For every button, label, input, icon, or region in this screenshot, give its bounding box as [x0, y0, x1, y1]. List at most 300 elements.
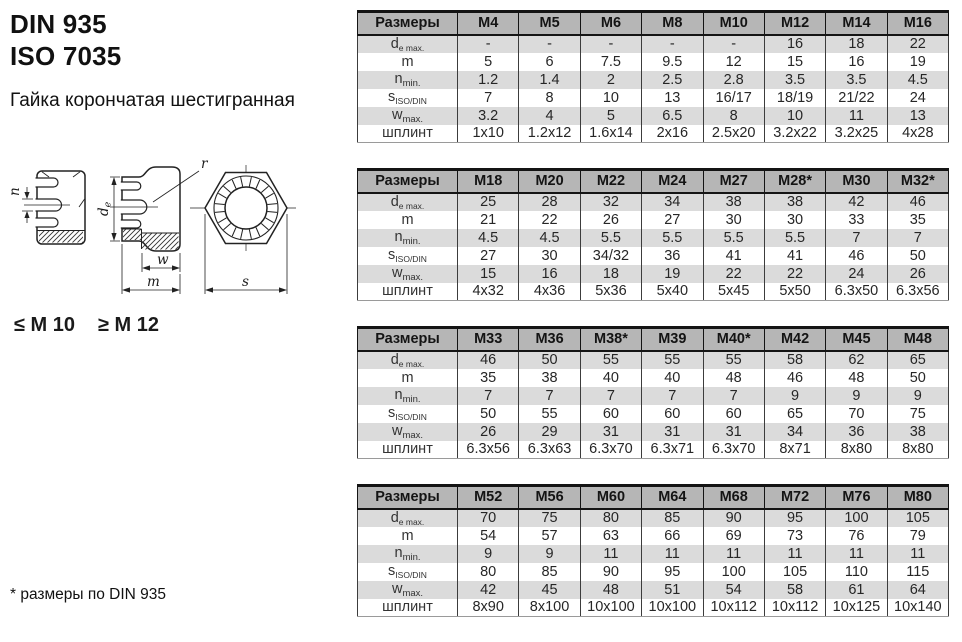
table-cell: 36	[642, 247, 703, 265]
table-cell: 7	[458, 387, 519, 405]
row-label: шплинт	[358, 125, 458, 143]
size-note-large: ≥ M 12	[98, 314, 159, 336]
table-cell: 27	[642, 211, 703, 229]
table-cell: 30	[519, 247, 580, 265]
table-cell: 6.3x56	[458, 441, 519, 459]
dimension-table-4	[357, 484, 949, 617]
table-header-row	[358, 12, 949, 35]
column-header: M45	[826, 328, 887, 351]
table-cell: 50	[887, 247, 948, 265]
column-header: M27	[703, 170, 764, 193]
table-cell: 55	[703, 351, 764, 369]
column-header: M38*	[580, 328, 641, 351]
table-cell: 22	[887, 35, 948, 53]
table-cell: 18	[826, 35, 887, 53]
table-cell: 10x112	[764, 599, 825, 617]
table-cell: 48	[826, 369, 887, 387]
row-header-label: Размеры	[358, 12, 458, 35]
table-cell: 62	[826, 351, 887, 369]
table-cell: 16	[519, 265, 580, 283]
column-header: M30	[826, 170, 887, 193]
table-cell: 66	[642, 527, 703, 545]
table-cell: 26	[887, 265, 948, 283]
table-row	[358, 545, 949, 563]
row-header-label: Размеры	[358, 486, 458, 509]
column-header: M68	[703, 486, 764, 509]
table-cell: 5	[458, 53, 519, 71]
table-row	[358, 387, 949, 405]
table-cell: 48	[703, 369, 764, 387]
dimension-table-2	[357, 168, 949, 301]
row-label: $d_{e max.}$	[358, 35, 458, 53]
table-cell: 10x100	[580, 599, 641, 617]
table-cell: 110	[826, 563, 887, 581]
dim-label-w: w	[157, 252, 169, 268]
table-cell: 29	[519, 423, 580, 441]
table-cell: 22	[519, 211, 580, 229]
table-cell: 3.5	[826, 71, 887, 89]
table-cell: 16/17	[703, 89, 764, 107]
table-cell: 38	[519, 369, 580, 387]
table-cell: 22	[764, 265, 825, 283]
table-cell: 16	[764, 35, 825, 53]
table-cell: 11	[703, 545, 764, 563]
column-header: M56	[519, 486, 580, 509]
table-cell: 33	[826, 211, 887, 229]
table-cell: 10x125	[826, 599, 887, 617]
table-cell: 46	[764, 369, 825, 387]
table-cell: 54	[458, 527, 519, 545]
table-cell: 8	[703, 107, 764, 125]
table-cell: 65	[887, 351, 948, 369]
table-cell: 58	[764, 351, 825, 369]
table-cell: 8x80	[826, 441, 887, 459]
table-cell: 9.5	[642, 53, 703, 71]
table-cell: 90	[703, 509, 764, 527]
table-cell: 9	[764, 387, 825, 405]
table-row	[358, 247, 949, 265]
table-cell: 4x36	[519, 283, 580, 301]
table-cell: 7	[826, 229, 887, 247]
table-cell: 2.5	[642, 71, 703, 89]
table-cell: 6.3x70	[703, 441, 764, 459]
standard-iso-title: ISO 7035	[10, 41, 122, 71]
table-cell: 54	[703, 581, 764, 599]
table-row	[358, 423, 949, 441]
table-row	[358, 527, 949, 545]
nut-side-view-small	[24, 171, 85, 244]
table-row	[358, 125, 949, 143]
product-name: Гайка корончатая шестигранная	[10, 90, 295, 111]
table-cell: 3.5	[764, 71, 825, 89]
table-cell: 5	[580, 107, 641, 125]
table-cell: 6	[519, 53, 580, 71]
table-cell: 31	[642, 423, 703, 441]
table-cell: 38	[764, 193, 825, 211]
column-header: M10	[703, 12, 764, 35]
table-row	[358, 193, 949, 211]
row-label: $n_{min.}$	[358, 71, 458, 89]
table-row	[358, 599, 949, 617]
table-row	[358, 229, 949, 247]
table-cell: 34/32	[580, 247, 641, 265]
row-label: $s_{ISO/DIN}$	[358, 247, 458, 265]
table-cell: 15	[458, 265, 519, 283]
column-header: M12	[764, 12, 825, 35]
table-cell: 18/19	[764, 89, 825, 107]
table-row	[358, 441, 949, 459]
row-label: шплинт	[358, 283, 458, 301]
row-label: $s_{ISO/DIN}$	[358, 89, 458, 107]
table-cell: 21	[458, 211, 519, 229]
table-cell: 46	[826, 247, 887, 265]
table-cell: 105	[764, 563, 825, 581]
dim-label-de: de	[96, 201, 114, 216]
table-cell: 13	[642, 89, 703, 107]
table-cell: 85	[519, 563, 580, 581]
table-cell: 5.5	[642, 229, 703, 247]
table-cell: 6.5	[642, 107, 703, 125]
table-cell: 12	[703, 53, 764, 71]
table-cell: 9	[826, 387, 887, 405]
table-cell: 35	[887, 211, 948, 229]
table-row	[358, 89, 949, 107]
table-cell: 7.5	[580, 53, 641, 71]
table-cell: 13	[887, 107, 948, 125]
table-cell: 38	[887, 423, 948, 441]
table-cell: 60	[642, 405, 703, 423]
table-cell: 15	[764, 53, 825, 71]
table-cell: 8x71	[764, 441, 825, 459]
table-cell: 6.3x50	[826, 283, 887, 301]
column-header: M42	[764, 328, 825, 351]
table-row	[358, 369, 949, 387]
dimension-tables-container	[357, 10, 949, 642]
column-header: M4	[458, 12, 519, 35]
table-row	[358, 581, 949, 599]
table-cell: 25	[458, 193, 519, 211]
table-cell: 2x16	[642, 125, 703, 143]
table-cell: 11	[887, 545, 948, 563]
size-note-small: ≤ M 10	[14, 314, 75, 336]
table-cell: 46	[458, 351, 519, 369]
column-header: M28*	[764, 170, 825, 193]
table-row	[358, 107, 949, 125]
table-cell: 18	[580, 265, 641, 283]
column-header: M72	[764, 486, 825, 509]
table-cell: 41	[703, 247, 764, 265]
table-cell: 75	[519, 509, 580, 527]
table-cell: 65	[764, 405, 825, 423]
row-label: $w_{max.}$	[358, 107, 458, 125]
table-cell: 5.5	[580, 229, 641, 247]
table-cell: 41	[764, 247, 825, 265]
table-cell: 10x140	[887, 599, 948, 617]
table-cell: 3.2x22	[764, 125, 825, 143]
table-cell: 9	[519, 545, 580, 563]
table-cell: 8	[519, 89, 580, 107]
dim-label-s: s	[242, 274, 249, 290]
table-cell: 24	[826, 265, 887, 283]
table-cell: 3.2	[458, 107, 519, 125]
table-cell: 30	[764, 211, 825, 229]
table-cell: 7	[458, 89, 519, 107]
table-header-row	[358, 328, 949, 351]
table-cell: 85	[642, 509, 703, 527]
table-cell: 5x36	[580, 283, 641, 301]
table-cell: 73	[764, 527, 825, 545]
table-cell: 9	[458, 545, 519, 563]
table-cell: 42	[458, 581, 519, 599]
nut-side-view-large	[110, 167, 180, 251]
table-cell: 100	[826, 509, 887, 527]
table-cell: 79	[887, 527, 948, 545]
table-cell: 7	[519, 387, 580, 405]
table-cell: 75	[887, 405, 948, 423]
table-row	[358, 405, 949, 423]
table-row	[358, 563, 949, 581]
table-cell: 51	[642, 581, 703, 599]
row-label: m	[358, 53, 458, 71]
column-header: M6	[580, 12, 641, 35]
table-row	[358, 211, 949, 229]
castle-nut-drawing	[6, 154, 346, 346]
standard-din-title: DIN 935	[10, 9, 107, 39]
table-row	[358, 351, 949, 369]
row-label: $w_{max.}$	[358, 265, 458, 283]
row-label: m	[358, 369, 458, 387]
table-cell: 80	[458, 563, 519, 581]
table-cell: 11	[826, 545, 887, 563]
row-label: $s_{ISO/DIN}$	[358, 405, 458, 423]
table-row	[358, 35, 949, 53]
column-header: M16	[887, 12, 948, 35]
column-header: M8	[642, 12, 703, 35]
table-cell: 6.3x63	[519, 441, 580, 459]
table-cell: 76	[826, 527, 887, 545]
table-row	[358, 283, 949, 301]
table-cell: 40	[580, 369, 641, 387]
table-cell: 55	[642, 351, 703, 369]
table-cell: 90	[580, 563, 641, 581]
table-cell: 10	[764, 107, 825, 125]
table-cell: 55	[580, 351, 641, 369]
table-cell: 5.5	[764, 229, 825, 247]
row-label: $d_{e max.}$	[358, 509, 458, 527]
table-cell: 105	[887, 509, 948, 527]
row-label: $w_{max.}$	[358, 423, 458, 441]
table-cell: 11	[642, 545, 703, 563]
table-cell: 31	[703, 423, 764, 441]
table-cell: 55	[519, 405, 580, 423]
table-cell: 6.3x56	[887, 283, 948, 301]
table-cell: 58	[764, 581, 825, 599]
column-header: M64	[642, 486, 703, 509]
table-cell: 36	[826, 423, 887, 441]
nut-top-view-hex	[190, 165, 296, 251]
table-cell: 22	[703, 265, 764, 283]
row-label: $n_{min.}$	[358, 545, 458, 563]
table-cell: 42	[826, 193, 887, 211]
table-cell: -	[703, 35, 764, 53]
row-label: шплинт	[358, 441, 458, 459]
table-cell: 1.4	[519, 71, 580, 89]
dim-label-n: n	[7, 187, 23, 196]
column-header: M40*	[703, 328, 764, 351]
table-cell: 10x112	[703, 599, 764, 617]
table-cell: 1.2x12	[519, 125, 580, 143]
table-cell: -	[519, 35, 580, 53]
technical-drawing	[6, 154, 346, 346]
dimension-table-1	[357, 10, 949, 143]
table-cell: 8x100	[519, 599, 580, 617]
row-label: $d_{e max.}$	[358, 351, 458, 369]
row-header-label: Размеры	[358, 170, 458, 193]
table-cell: 50	[887, 369, 948, 387]
table-cell: 95	[764, 509, 825, 527]
table-cell: 61	[826, 581, 887, 599]
row-header-label: Размеры	[358, 328, 458, 351]
table-cell: 5x40	[642, 283, 703, 301]
table-cell: 10x100	[642, 599, 703, 617]
table-cell: 38	[703, 193, 764, 211]
table-cell: 4x28	[887, 125, 948, 143]
dim-label-r: r	[201, 156, 208, 172]
table-header-row	[358, 170, 949, 193]
table-cell: 80	[580, 509, 641, 527]
table-cell: 32	[580, 193, 641, 211]
table-cell: 31	[580, 423, 641, 441]
table-cell: 9	[887, 387, 948, 405]
column-header: M48	[887, 328, 948, 351]
table-cell: 5.5	[703, 229, 764, 247]
table-cell: 95	[642, 563, 703, 581]
table-cell: 48	[580, 581, 641, 599]
table-cell: 27	[458, 247, 519, 265]
dim-label-m: m	[147, 274, 160, 290]
table-cell: 4.5	[519, 229, 580, 247]
table-cell: 4	[519, 107, 580, 125]
column-header: M20	[519, 170, 580, 193]
table-cell: 7	[642, 387, 703, 405]
row-label: шплинт	[358, 599, 458, 617]
table-cell: 4.5	[887, 71, 948, 89]
column-header: M52	[458, 486, 519, 509]
table-cell: 45	[519, 581, 580, 599]
table-cell: 5x50	[764, 283, 825, 301]
table-cell: 6.3x71	[642, 441, 703, 459]
table-cell: 57	[519, 527, 580, 545]
table-cell: 2.8	[703, 71, 764, 89]
table-cell: 63	[580, 527, 641, 545]
column-header: M36	[519, 328, 580, 351]
header-block	[10, 8, 355, 72]
table-cell: 26	[458, 423, 519, 441]
column-header: M18	[458, 170, 519, 193]
table-cell: 34	[764, 423, 825, 441]
column-header: M5	[519, 12, 580, 35]
footnote: * размеры по DIN 935	[10, 586, 167, 603]
row-label: $n_{min.}$	[358, 229, 458, 247]
table-cell: 50	[458, 405, 519, 423]
table-cell: 60	[703, 405, 764, 423]
table-cell: 70	[458, 509, 519, 527]
table-cell: -	[458, 35, 519, 53]
table-cell: 8x90	[458, 599, 519, 617]
table-cell: 7	[887, 229, 948, 247]
table-cell: 1x10	[458, 125, 519, 143]
row-label: m	[358, 211, 458, 229]
table-cell: 5x45	[703, 283, 764, 301]
table-cell: 4x32	[458, 283, 519, 301]
table-cell: 2.5x20	[703, 125, 764, 143]
table-cell: 10	[580, 89, 641, 107]
row-label: $d_{e max.}$	[358, 193, 458, 211]
table-cell: 21/22	[826, 89, 887, 107]
table-cell: 6.3x70	[580, 441, 641, 459]
table-row	[358, 509, 949, 527]
table-header-row	[358, 486, 949, 509]
table-cell: 11	[764, 545, 825, 563]
column-header: M80	[887, 486, 948, 509]
column-header: M76	[826, 486, 887, 509]
table-cell: -	[580, 35, 641, 53]
table-cell: 4.5	[458, 229, 519, 247]
column-header: M22	[580, 170, 641, 193]
table-cell: 7	[703, 387, 764, 405]
dimension-table-3	[357, 326, 949, 459]
table-cell: 64	[887, 581, 948, 599]
column-header: M60	[580, 486, 641, 509]
table-cell: 50	[519, 351, 580, 369]
table-cell: 19	[887, 53, 948, 71]
row-label: $n_{min.}$	[358, 387, 458, 405]
table-cell: 1.6x14	[580, 125, 641, 143]
table-cell: 70	[826, 405, 887, 423]
table-cell: 19	[642, 265, 703, 283]
table-row	[358, 71, 949, 89]
table-cell: 35	[458, 369, 519, 387]
table-cell: 7	[580, 387, 641, 405]
table-cell: -	[642, 35, 703, 53]
table-cell: 46	[887, 193, 948, 211]
table-cell: 24	[887, 89, 948, 107]
row-label: $w_{max.}$	[358, 581, 458, 599]
table-cell: 16	[826, 53, 887, 71]
table-cell: 28	[519, 193, 580, 211]
table-cell: 2	[580, 71, 641, 89]
table-row	[358, 265, 949, 283]
column-header: M24	[642, 170, 703, 193]
table-row	[358, 53, 949, 71]
column-header: M32*	[887, 170, 948, 193]
column-header: M14	[826, 12, 887, 35]
table-cell: 115	[887, 563, 948, 581]
table-cell: 34	[642, 193, 703, 211]
table-cell: 11	[580, 545, 641, 563]
column-header: M33	[458, 328, 519, 351]
table-cell: 3.2x25	[826, 125, 887, 143]
table-cell: 60	[580, 405, 641, 423]
row-label: m	[358, 527, 458, 545]
table-cell: 11	[826, 107, 887, 125]
table-cell: 30	[703, 211, 764, 229]
table-cell: 69	[703, 527, 764, 545]
table-cell: 1.2	[458, 71, 519, 89]
table-cell: 40	[642, 369, 703, 387]
table-cell: 8x80	[887, 441, 948, 459]
row-label: $s_{ISO/DIN}$	[358, 563, 458, 581]
